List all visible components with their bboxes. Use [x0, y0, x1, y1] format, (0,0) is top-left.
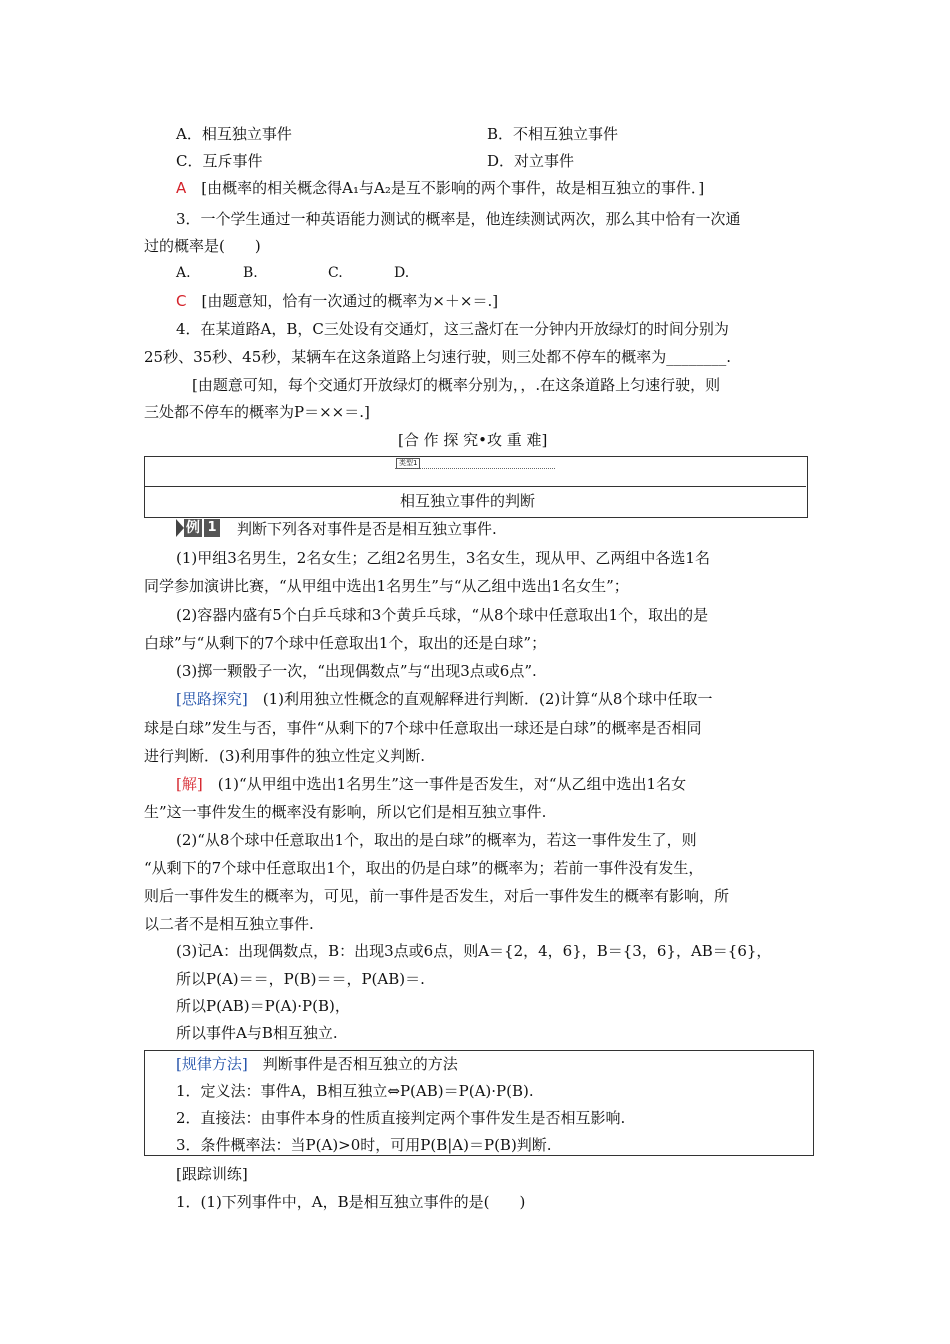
- q2-option-b: B．不相互独立事件: [487, 125, 619, 143]
- solution-s1-line2: 生”这一事件发生的概率没有影响，所以它们是相互独立事件.: [144, 803, 547, 821]
- solution-s3-line4: 所以事件A与B相互独立.: [176, 1024, 338, 1042]
- solution-s1-text1: (1)“从甲组中选出1名男生”这一事件是否发生，对“从乙组中选出1名女: [217, 775, 687, 793]
- q4-stem-line2: 25秒、35秒、45秒，某辆车在这条道路上匀速行驶，则三处都不停车的概率为________.: [144, 348, 732, 366]
- q2-option-d: D．对立事件: [487, 152, 575, 170]
- example-label: 例: [186, 520, 200, 536]
- q2-answer-line: [176, 178, 704, 198]
- type-box-divider: [144, 486, 806, 487]
- idea-line1: [176, 689, 712, 709]
- solution-s2-line1: (2)“从8个球中任意取出1个，取出的是白球”的概率为，若这一事件发生了，则: [176, 831, 697, 849]
- method-item2: 2．直接法：由事件本身的性质直接判定两个事件发生是否相互影响.: [176, 1109, 626, 1127]
- example-p1-line2: 同学参加演讲比赛，“从甲组中选出1名男生”与“从乙组中选出1名女生”；: [144, 577, 629, 595]
- section-title: [合 作 探 究•攻 重 难]: [398, 431, 548, 449]
- example-prompt: 判断下列各对事件是否是相互独立事件.: [237, 520, 497, 538]
- solution-s2-line2: “从剩下的7个球中任意取出1个，取出的仍是白球”的概率为；若前一事件没有发生，: [144, 859, 704, 877]
- method-item3: 3．条件概率法：当P(A)>0时，可用P(B|A)＝P(B)判断.: [176, 1136, 552, 1154]
- q2-answer: A: [176, 179, 187, 197]
- followup-q1: 1．(1)下列事件中，A，B是相互独立事件的是( ): [176, 1193, 526, 1211]
- method-label: [规律方法]: [176, 1055, 248, 1073]
- solution-s3-line2: 所以P(A)＝＝，P(B)＝＝，P(AB)＝.: [176, 970, 425, 988]
- solution-s3-line3: 所以P(AB)＝P(A)·P(B)，: [176, 997, 350, 1015]
- q3-option-a: A.: [176, 265, 191, 281]
- example-badge: [176, 519, 220, 537]
- q4-stem-line1: 4．在某道路A，B，C三处设有交通灯，这三盏灯在一分钟内开放绿灯的时间分别为: [176, 320, 729, 338]
- q3-option-d: D.: [394, 265, 410, 281]
- q2-option-a: A．相互独立事件: [176, 125, 292, 143]
- q3-answer-line: [176, 291, 498, 311]
- followup-label: [跟踪训练]: [176, 1165, 248, 1183]
- q3-stem-line1: 3．一个学生通过一种英语能力测试的概率是，他连续测试两次，那么其中恰有一次通: [176, 210, 741, 228]
- type-title: 相互独立事件的判断: [400, 492, 536, 510]
- idea-label: [思路探究]: [176, 690, 248, 708]
- solution-s3-line1: (3)记A：出现偶数点，B：出现3点或6点，则A＝{2，4，6}，B＝{3，6}，AB＝{6}，: [176, 942, 772, 960]
- q3-explanation: [由题意知，恰有一次通过的概率为×＋×＝.]: [201, 292, 499, 310]
- q3-option-c: C.: [328, 265, 343, 281]
- solution-line1: [176, 774, 686, 794]
- example-p3: (3)掷一颗骰子一次，“出现偶数点”与“出现3点或6点”.: [176, 662, 537, 680]
- method-item1: 1．定义法：事件A，B相互独立⇔P(AB)＝P(A)·P(B).: [176, 1082, 534, 1100]
- solution-label: [解]: [176, 775, 203, 793]
- idea-line3: 进行判断．(3)利用事件的独立性定义判断.: [144, 747, 426, 765]
- example-p2-line1: (2)容器内盛有5个白乒乓球和3个黄乒乓球，“从8个球中任意取出1个，取出的是: [176, 606, 709, 624]
- q2-explanation: [由概率的相关概念得A₁与A₂是互不影响的两个事件，故是相互独立的事件．]: [201, 179, 705, 197]
- example-number: 1: [204, 519, 220, 537]
- example-arrow-icon: [176, 519, 184, 537]
- example-p2-line2: 白球”与“从剩下的7个球中任意取出1个，取出的还是白球”；: [144, 634, 547, 652]
- type-tag: 类型1: [396, 458, 420, 469]
- q3-stem-line2: 过的概率是( ): [144, 237, 261, 255]
- q2-option-c: C．互斥事件: [176, 152, 263, 170]
- method-header: [176, 1054, 458, 1074]
- type-tag-rule: [395, 468, 555, 469]
- example-p1-line1: (1)甲组3名男生，2名女生；乙组2名男生，3名女生，现从甲、乙两组中各选1名: [176, 549, 710, 567]
- q3-answer: C: [176, 292, 187, 310]
- idea-line2: 球是白球”发生与否，事件“从剩下的7个球中任意取出一球还是白球”的概率是否相同: [144, 719, 702, 737]
- solution-s2-line3: 则后一事件发生的概率为，可见，前一事件是否发生，对后一事件发生的概率有影响，所: [144, 887, 730, 905]
- q3-option-b: B.: [243, 265, 258, 281]
- solution-s2-line4: 以二者不是相互独立事件.: [144, 915, 314, 933]
- q4-explanation-line2: 三处都不停车的概率为P＝××＝.]: [144, 403, 370, 421]
- idea-text1: (1)利用独立性概念的直观解释进行判断．(2)计算“从8个球中任取一: [262, 690, 713, 708]
- q4-explanation-line1: [由题意可知，每个交通灯开放绿灯的概率分别为，，.在这条道路上匀速行驶，则: [192, 376, 721, 394]
- method-title: 判断事件是否相互独立的方法: [262, 1055, 458, 1073]
